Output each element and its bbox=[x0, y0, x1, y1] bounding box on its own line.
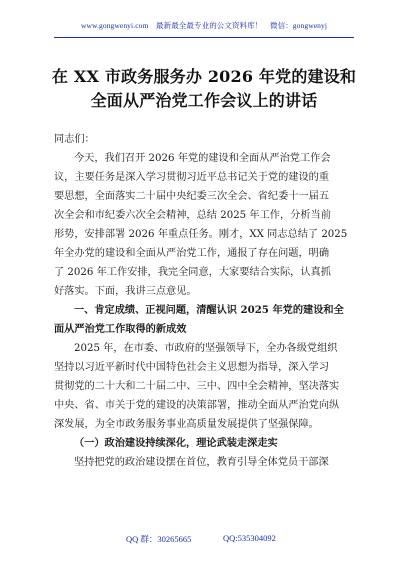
paragraph-line: 议，主要任务是深入学习贯彻习近平总书记关于党的建设的重 bbox=[54, 172, 330, 183]
footer-qq-group: QQ 群：30265665 bbox=[126, 534, 192, 544]
paragraph-line: 要思想，全面落实二十届中央纪委三次全会、省纪委十一届五 bbox=[54, 191, 330, 202]
section-heading: 一、肯定成绩、正视问题，清醒认识 2025 年党的建设和全 bbox=[74, 304, 344, 316]
paragraph-line: 深发展，为全市政务服务事业高质量发展提供了坚强保障。 bbox=[54, 419, 319, 430]
section-heading: 面从严治党工作取得的新成效 bbox=[54, 323, 187, 335]
document-body bbox=[54, 130, 354, 472]
paragraph-line: 好落实。下面，我讲三点意见。 bbox=[54, 286, 197, 297]
header-banner: www.gongwenyi.com 最新最全最专业的公文资料库！ 微信：gongwenyj bbox=[80, 21, 328, 30]
paragraph-line: 次全会和市纪委六次全会精神，总结 2025 年工作，分析当前 bbox=[54, 210, 331, 221]
paragraph-line: 年全办党的建设和全面从严治党工作，通报了存在问题，明确 bbox=[54, 248, 330, 259]
paragraph-line: 2025 年，在市委、市政府的坚强领导下，全办各级党组织 bbox=[74, 343, 338, 354]
salutation: 同志们： bbox=[54, 134, 95, 145]
document-title-line-2: 全面从严治党工作会议上的讲话 bbox=[90, 91, 318, 110]
paragraph-line: 了 2026 年工作安排，我完全同意，大家要结合实际，认真抓 bbox=[54, 267, 331, 278]
paragraph-line: 贯彻党的二十大和二十届二中、三中、四中全会精神，坚决落实 bbox=[54, 381, 340, 392]
paragraph-line: 中央、省、市关于党的建设的决策部署，推动全面从严治党向纵 bbox=[54, 400, 340, 411]
paragraph-line: 形势，安排部署 2026 年重点任务。刚才，XX 同志总结了 2025 bbox=[54, 229, 348, 240]
paragraph-line: 今天，我们召开 2026 年党的建设和全面从严治党工作会 bbox=[74, 153, 331, 164]
paragraph-line: 坚持以习近平新时代中国特色社会主义思想为指导，深入学习 bbox=[54, 362, 330, 373]
subsection-heading: （一）政治建设持续深化，理论武装走深走实 bbox=[74, 437, 278, 449]
document-title-line-1: 在 XX 市政务服务办 2026 年党的建设和 bbox=[51, 67, 357, 86]
header-divider bbox=[54, 37, 354, 38]
footer-qq-contact: QQ:535304092 bbox=[223, 533, 276, 543]
paragraph-line: 坚持把党的政治建设摆在首位，教育引导全体党员干部深 bbox=[74, 457, 329, 468]
